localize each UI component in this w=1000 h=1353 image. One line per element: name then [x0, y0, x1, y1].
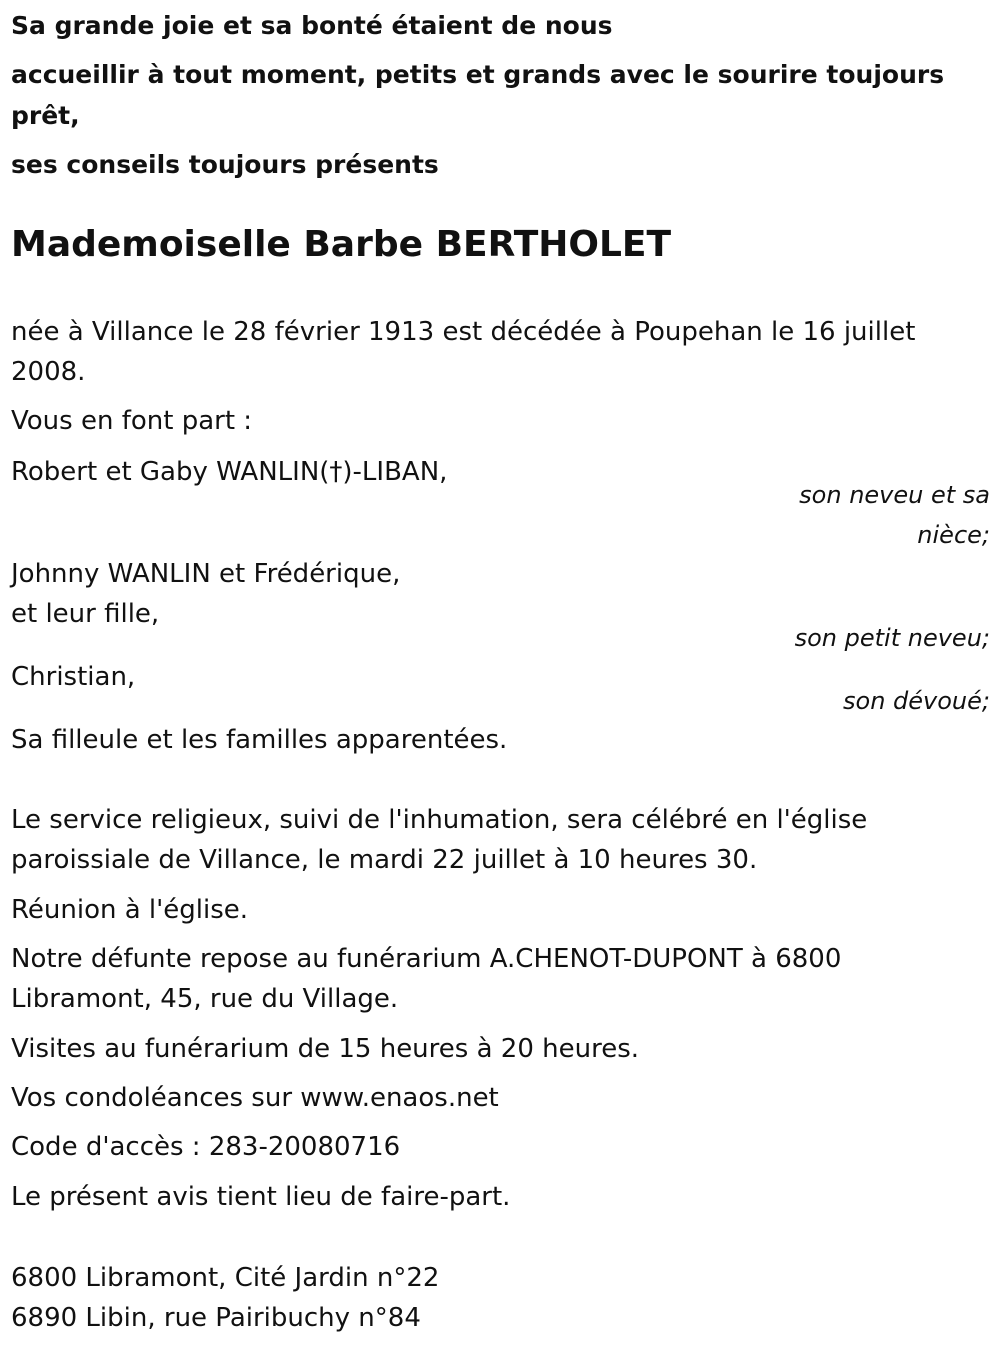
service-line-b: paroissiale de Villance, le mardi 22 juillet à 10 heures 30.	[11, 845, 758, 875]
address-1: 6800 Libramont, Cité Jardin n°22	[11, 1263, 440, 1293]
family-member-2-relation: son petit neveu;	[794, 624, 990, 652]
family-member-1-names: Robert et Gaby WANLIN(†)-LIBAN,	[11, 457, 448, 487]
family-member-3-relation: son dévoué;	[843, 687, 990, 715]
family-member-2-names: Johnny WANLIN et Frédérique,	[11, 559, 401, 589]
family-member-1-relation-b: nièce;	[917, 521, 990, 549]
service-line-a: Le service religieux, suivi de l'inhumation, sera célébré en l'église	[11, 805, 868, 835]
intro-line-2b: prêt,	[11, 101, 80, 130]
address-2: 6890 Libin, rue Pairibuchy n°84	[11, 1303, 421, 1333]
funeral-home-line-b: Libramont, 45, rue du Village.	[11, 984, 399, 1014]
gathering: Réunion à l'église.	[11, 895, 249, 925]
notice: Le présent avis tient lieu de faire-part.	[11, 1182, 511, 1212]
visits: Visites au funérarium de 15 heures à 20 heures.	[11, 1034, 640, 1064]
funeral-home-line-a: Notre défunte repose au funérarium A.CHENOT-DUPONT à 6800	[11, 944, 842, 974]
family-member-3-names: Christian,	[11, 662, 136, 692]
family-member-1-relation-a: son neveu et sa	[799, 481, 990, 509]
condolences: Vos condoléances sur www.enaos.net	[11, 1083, 499, 1113]
birth-death-line-b: 2008.	[11, 357, 86, 387]
intro-line-3: ses conseils toujours présents	[11, 150, 439, 179]
announcement: Vous en font part :	[11, 406, 253, 436]
family-member-2-names-b: et leur fille,	[11, 599, 160, 629]
intro-line-2a: accueillir à tout moment, petits et grands avec le sourire toujours	[11, 60, 945, 89]
extended-family: Sa filleule et les familles apparentées.	[11, 725, 508, 755]
access-code: Code d'accès : 283-20080716	[11, 1132, 401, 1162]
birth-death-line-a: née à Villance le 28 février 1913 est décédée à Poupehan le 16 juillet	[11, 317, 916, 347]
deceased-name: Mademoiselle Barbe BERTHOLET	[11, 224, 672, 265]
intro-line-1: Sa grande joie et sa bonté étaient de nous	[11, 11, 613, 40]
